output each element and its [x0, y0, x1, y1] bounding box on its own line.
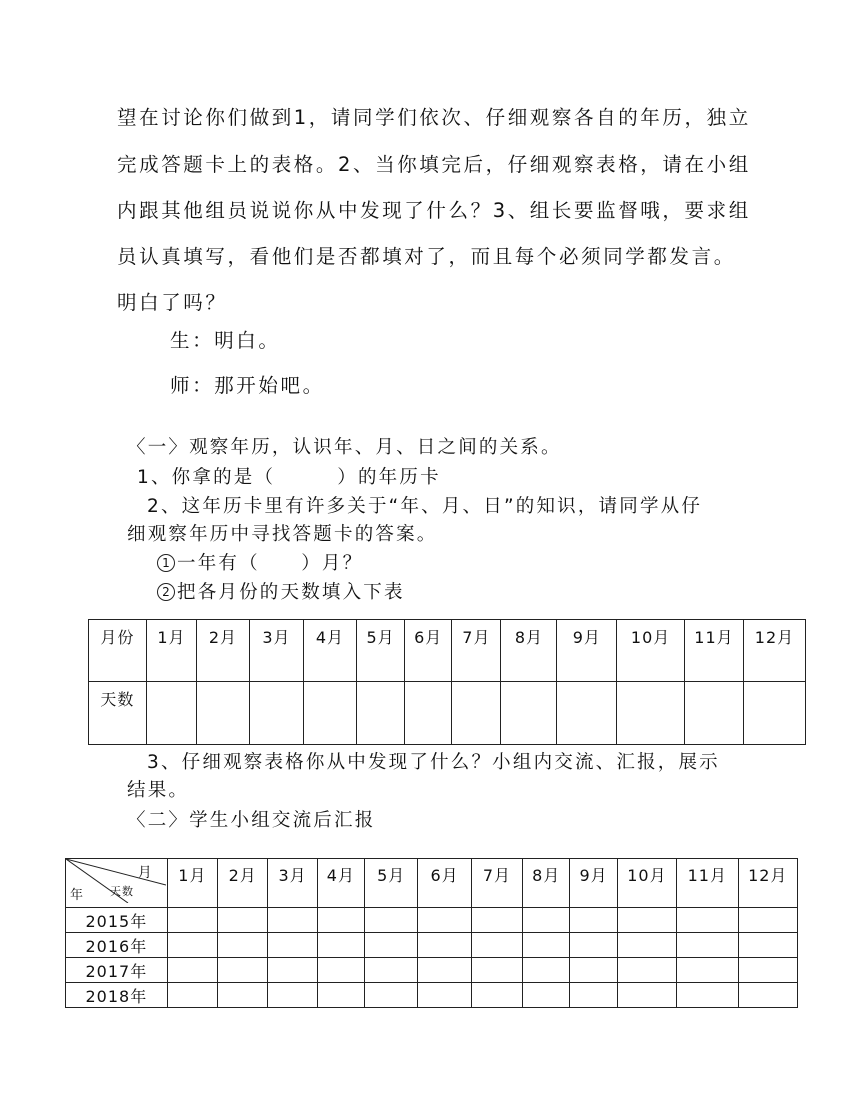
diagonal-corner-cell	[66, 859, 168, 908]
corner-month-label: 月	[137, 865, 153, 881]
question-2-line-1: 2、这年历卡里有许多关于“年、月、日”的知识，请同学从仔	[147, 496, 703, 517]
blank-cell	[418, 983, 471, 1008]
blank-cell	[738, 933, 798, 958]
section-1-heading: 〈一〉观察年历，认识年、月、日之间的关系。	[127, 437, 562, 458]
student-reply: 生：明白。	[170, 329, 281, 352]
question-3-line-2: 结果。	[127, 780, 190, 801]
blank-cell	[365, 908, 418, 933]
year-month-table	[65, 858, 798, 1008]
blank-cell	[365, 983, 418, 1008]
blank-cell	[268, 933, 317, 958]
month-cell: 7月	[452, 620, 501, 682]
month-cell: 2月	[196, 620, 249, 682]
year-cell: 2017年	[66, 958, 168, 983]
month-cell: 11月	[684, 620, 743, 682]
blank-cell	[523, 958, 570, 983]
sub-question-2	[157, 578, 405, 604]
blank-cell	[738, 983, 798, 1008]
blank-cell	[743, 682, 805, 745]
table-row	[66, 983, 798, 1008]
section-2-heading: 〈二〉学生小组交流后汇报	[127, 810, 376, 831]
month-cell: 7月	[471, 859, 522, 908]
blank-cell	[167, 958, 217, 983]
circled-number: 2	[157, 583, 175, 601]
blank-cell	[218, 958, 268, 983]
blank-cell	[738, 908, 798, 933]
blank-cell	[617, 983, 676, 1008]
sub-question-text: 把各月份的天数填入下表	[177, 582, 405, 603]
question-2-line-2: 细观察年历中寻找答题卡的答案。	[127, 524, 438, 545]
blank-cell	[418, 958, 471, 983]
blank-cell	[452, 682, 501, 745]
month-cell: 9月	[570, 859, 617, 908]
month-cell: 10月	[617, 859, 676, 908]
blank-cell	[617, 958, 676, 983]
blank-cell	[365, 933, 418, 958]
blank-cell	[196, 682, 249, 745]
blank-cell	[365, 958, 418, 983]
month-cell: 5月	[356, 620, 404, 682]
sub-question-text: 一年有（ ）月？	[177, 553, 364, 574]
month-cell: 6月	[405, 620, 452, 682]
month-cell: 4月	[317, 859, 364, 908]
blank-cell	[317, 933, 364, 958]
table-row	[89, 682, 806, 745]
blank-cell	[249, 682, 303, 745]
blank-cell	[617, 908, 676, 933]
para-line-3: 内跟其他组员说说你从中发现了什么？3、组长要监督哦，要求组	[117, 199, 751, 222]
blank-cell	[684, 682, 743, 745]
blank-cell	[418, 908, 471, 933]
month-cell: 1月	[146, 620, 196, 682]
blank-cell	[303, 682, 356, 745]
blank-cell	[501, 682, 557, 745]
blank-cell	[677, 908, 738, 933]
blank-cell	[523, 983, 570, 1008]
blank-cell	[356, 682, 404, 745]
circled-number: 1	[157, 554, 175, 572]
blank-cell	[471, 908, 522, 933]
blank-cell	[218, 908, 268, 933]
table-header-row	[66, 859, 798, 908]
blank-cell	[738, 958, 798, 983]
blank-cell	[317, 958, 364, 983]
year-cell: 2016年	[66, 933, 168, 958]
corner-days-label: 天数	[110, 885, 134, 898]
month-days-table	[88, 619, 806, 745]
month-cell: 8月	[501, 620, 557, 682]
blank-cell	[617, 933, 676, 958]
blank-cell	[268, 983, 317, 1008]
table-row	[66, 908, 798, 933]
blank-cell	[471, 983, 522, 1008]
blank-cell	[146, 682, 196, 745]
month-cell: 2月	[218, 859, 268, 908]
question-3-line-1: 3、仔细观察表格你从中发现了什么？小组内交流、汇报，展示	[147, 752, 720, 773]
month-cell: 3月	[249, 620, 303, 682]
blank-cell	[557, 682, 617, 745]
blank-cell	[317, 983, 364, 1008]
blank-cell	[167, 908, 217, 933]
month-cell: 9月	[557, 620, 617, 682]
month-cell: 8月	[523, 859, 570, 908]
blank-cell	[523, 933, 570, 958]
blank-cell	[570, 958, 617, 983]
blank-cell	[677, 983, 738, 1008]
blank-cell	[677, 933, 738, 958]
table-row	[66, 958, 798, 983]
year-cell: 2018年	[66, 983, 168, 1008]
blank-cell	[167, 983, 217, 1008]
blank-cell	[218, 933, 268, 958]
blank-cell	[268, 958, 317, 983]
month-cell: 11月	[677, 859, 738, 908]
para-line-4: 员认真填写，看他们是否都填对了，而且每个必须同学都发言。	[117, 245, 736, 268]
blank-cell	[317, 908, 364, 933]
blank-cell	[218, 983, 268, 1008]
blank-cell	[523, 908, 570, 933]
month-cell: 12月	[738, 859, 798, 908]
blank-cell	[570, 933, 617, 958]
blank-cell	[268, 908, 317, 933]
para-line-5: 明白了吗？	[117, 291, 228, 314]
blank-cell	[617, 682, 685, 745]
table-row-header: 天数	[89, 682, 147, 745]
blank-cell	[167, 933, 217, 958]
teacher-reply: 师：那开始吧。	[170, 374, 325, 397]
corner-year-label: 年	[70, 888, 85, 903]
month-cell: 10月	[617, 620, 685, 682]
para-line-1: 望在讨论你们做到1，请同学们依次、仔细观察各自的年历，独立	[117, 106, 751, 129]
sub-question-1	[157, 549, 363, 575]
para-line-2: 完成答题卡上的表格。2、当你填完后，仔细观察表格，请在小组	[117, 153, 751, 176]
month-cell: 4月	[303, 620, 356, 682]
table-row-header: 月份	[89, 620, 147, 682]
month-cell: 12月	[743, 620, 805, 682]
month-cell: 6月	[418, 859, 471, 908]
month-cell: 5月	[365, 859, 418, 908]
blank-cell	[471, 958, 522, 983]
blank-cell	[405, 682, 452, 745]
blank-cell	[570, 983, 617, 1008]
year-cell: 2015年	[66, 908, 168, 933]
month-cell: 3月	[268, 859, 317, 908]
month-cell: 1月	[167, 859, 217, 908]
question-1: 1、你拿的是（ ）的年历卡	[137, 467, 441, 488]
blank-cell	[677, 958, 738, 983]
table-row	[89, 620, 806, 682]
table-row	[66, 933, 798, 958]
blank-cell	[418, 933, 471, 958]
blank-cell	[570, 908, 617, 933]
blank-cell	[471, 933, 522, 958]
